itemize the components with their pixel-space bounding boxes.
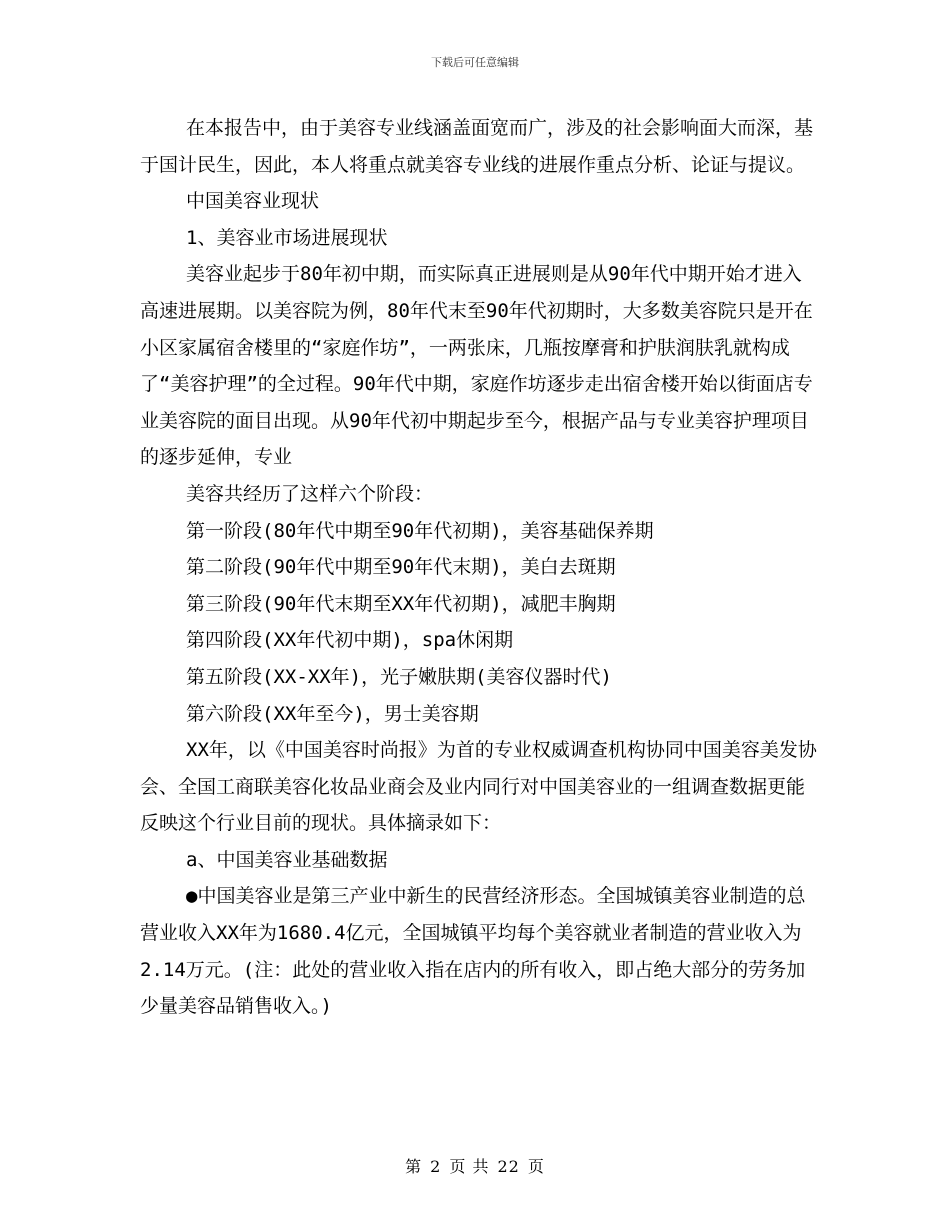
footer-suffix: 页 xyxy=(527,1157,545,1176)
paragraph-history: 美容业起步于80年初中期，而实际真正进展则是从90年代中期开始才进入高速进展期。以美容院为例，80年代末至90年代初期时，大多数美容院只是开在小区家属宿舍楼里的“家庭作坊”，一两张床，几瓶按摩膏和护肤润肤乳就构成了“美容护理”的全过程。90年代中期，家庭作坊逐步走出宿舍楼开始以街面店专业美容院的面目出现。从90年代初中期起步至今，根据产品与专业美容护理项目的逐步延伸，专业 xyxy=(140,263,813,469)
stage-item: 第二阶段(90年代中期至90年代末期)，美白去斑期 xyxy=(186,556,616,579)
stage-item: 第六阶段(XX年至今)，男士美容期 xyxy=(186,702,479,725)
document-body xyxy=(140,110,820,1025)
paragraph-bullet-data: ●中国美容业是第三产业中新生的民营经济形态。全国城镇美容业制造的总营业收入XX年为1680.4亿元，全国城镇平均每个美容就业者制造的营业收入为2.14万元。(注：此处的营业收入指在店内的所有收入，即占绝大部分的劳务加少量美容品销售收入。) xyxy=(140,885,806,1018)
stage-item: 第一阶段(80年代中期至90年代初期)，美容基础保养期 xyxy=(186,519,654,542)
paragraph-intro: 在本报告中，由于美容专业线涵盖面宽而广，涉及的社会影响面大而深，基于国计民生，因此，本人将重点就美容专业线的进展作重点分析、论证与提议。 xyxy=(140,117,814,176)
page-header-note: 下载后可任意编辑 xyxy=(431,56,519,69)
paragraph-stages-intro: 美容共经历了这样六个阶段： xyxy=(186,482,434,505)
subsection-heading-data: a、中国美容业基础数据 xyxy=(186,848,388,871)
subsection-heading: 1、美容业市场进展现状 xyxy=(186,226,388,249)
footer-page-number: 2 xyxy=(430,1157,442,1176)
footer-middle: 页 共 xyxy=(449,1157,490,1176)
footer-total-pages: 22 xyxy=(497,1157,520,1176)
section-heading: 中国美容业现状 xyxy=(186,190,320,213)
page-footer xyxy=(0,1154,950,1177)
paragraph-survey: XX年，以《中国美容时尚报》为首的专业权威调查机构协同中国美容美发协会、全国工商联美容化妆品业商会及业内同行对中国美容业的一组调查数据更能反映这个行业目前的现状。具体摘录如下： xyxy=(140,739,817,835)
footer-prefix: 第 xyxy=(405,1157,423,1176)
stage-item: 第三阶段(90年代末期至XX年代初期)，减肥丰胸期 xyxy=(186,592,616,615)
stage-item: 第五阶段(XX-XX年)，光子嫩肤期(美容仪器时代) xyxy=(186,665,612,688)
stage-item: 第四阶段(XX年代初中期)，spa休闲期 xyxy=(186,629,514,652)
